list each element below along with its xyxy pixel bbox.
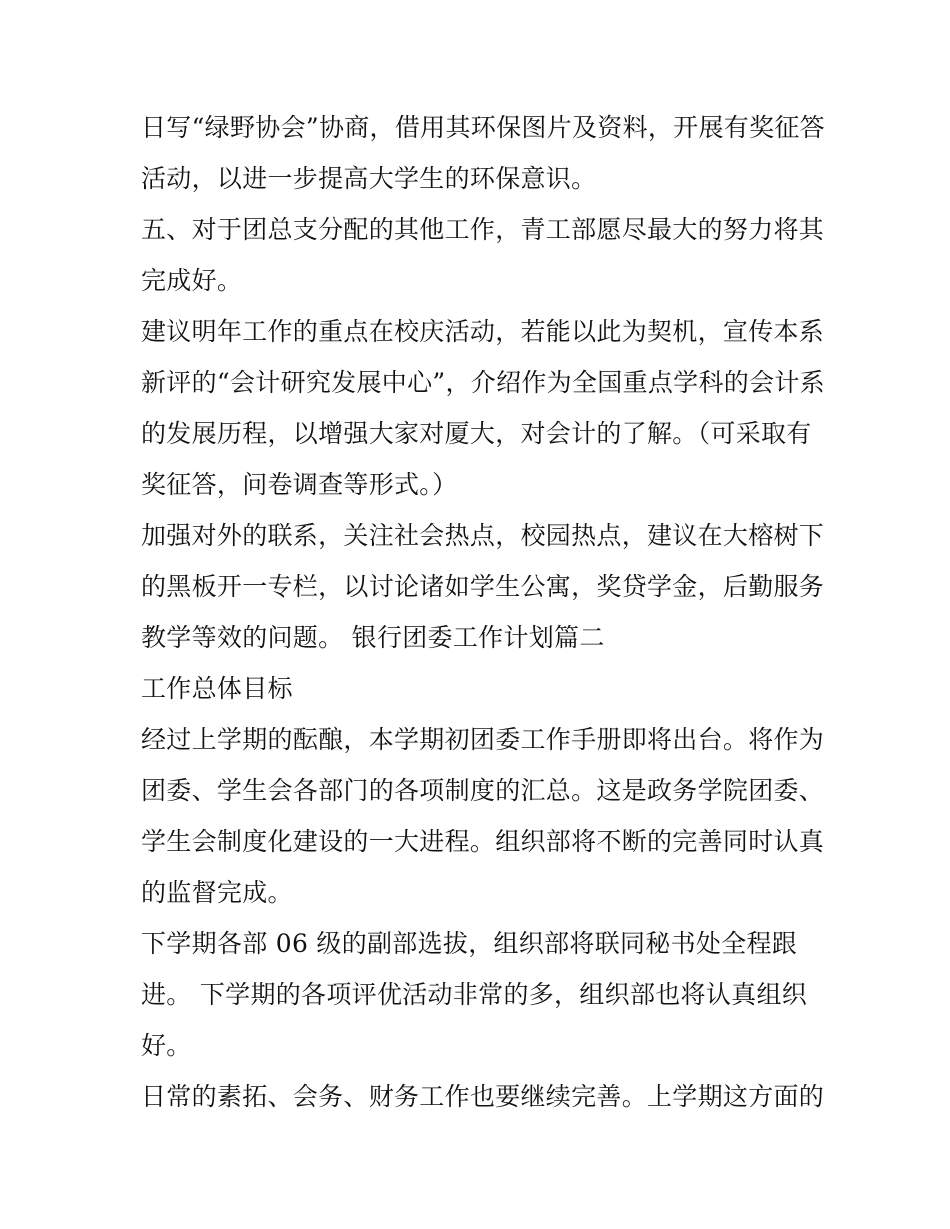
text-line: 日写“绿野协会”协商，借用其环保图片及资料，开展有奖征答 [141,113,825,142]
section-heading: 工作总体目标 [141,674,293,703]
text-line: 奖征答，问卷调查等形式。） [141,470,458,499]
text-line: 完成好。 [141,266,243,295]
text-line: 好。 [141,1031,192,1060]
text-line: 日常的素拓、会务、财务工作也要继续完善。上学期这方面的 [141,1082,825,1111]
text-line: 的监督完成。 [141,878,293,907]
text-line: 五、对于团总支分配的其他工作，青工部愿尽最大的努力将其 [141,215,825,244]
text-line: 经过上学期的酝酿，本学期初团委工作手册即将出台。将作为 [141,725,825,754]
text-line: 团委、学生会各部门的各项制度的汇总。这是政务学院团委、 [141,776,825,805]
text-line: 活动，以进一步提高大学生的环保意识。 [141,164,597,193]
text-line: 建议明年工作的重点在校庆活动，若能以此为契机，宣传本系 [141,317,825,346]
text-line: 学生会制度化建设的一大进程。组织部将不断的完善同时认真 [141,827,825,856]
text-line: 的发展历程，以增强大家对厦大，对会计的了解。（可采取有 [141,419,812,448]
text-line: 教学等效的问题。 银行团委工作计划篇二 [141,623,605,652]
text-line: 的黑板开一专栏，以讨论诸如学生公寓，奖贷学金，后勤服务 [141,572,825,601]
text-line: 加强对外的联系，关注社会热点，校园热点，建议在大榕树下 [141,521,825,550]
text-line: 新评的“会计研究发展中心”，介绍作为全国重点学科的会计系 [141,368,825,397]
text-line: 下学期各部 06 级的副部选拔，组织部将联同秘书处全程跟 [141,929,798,958]
text-line: 进。 下学期的各项评优活动非常的多，组织部也将认真组织 [141,980,808,1009]
